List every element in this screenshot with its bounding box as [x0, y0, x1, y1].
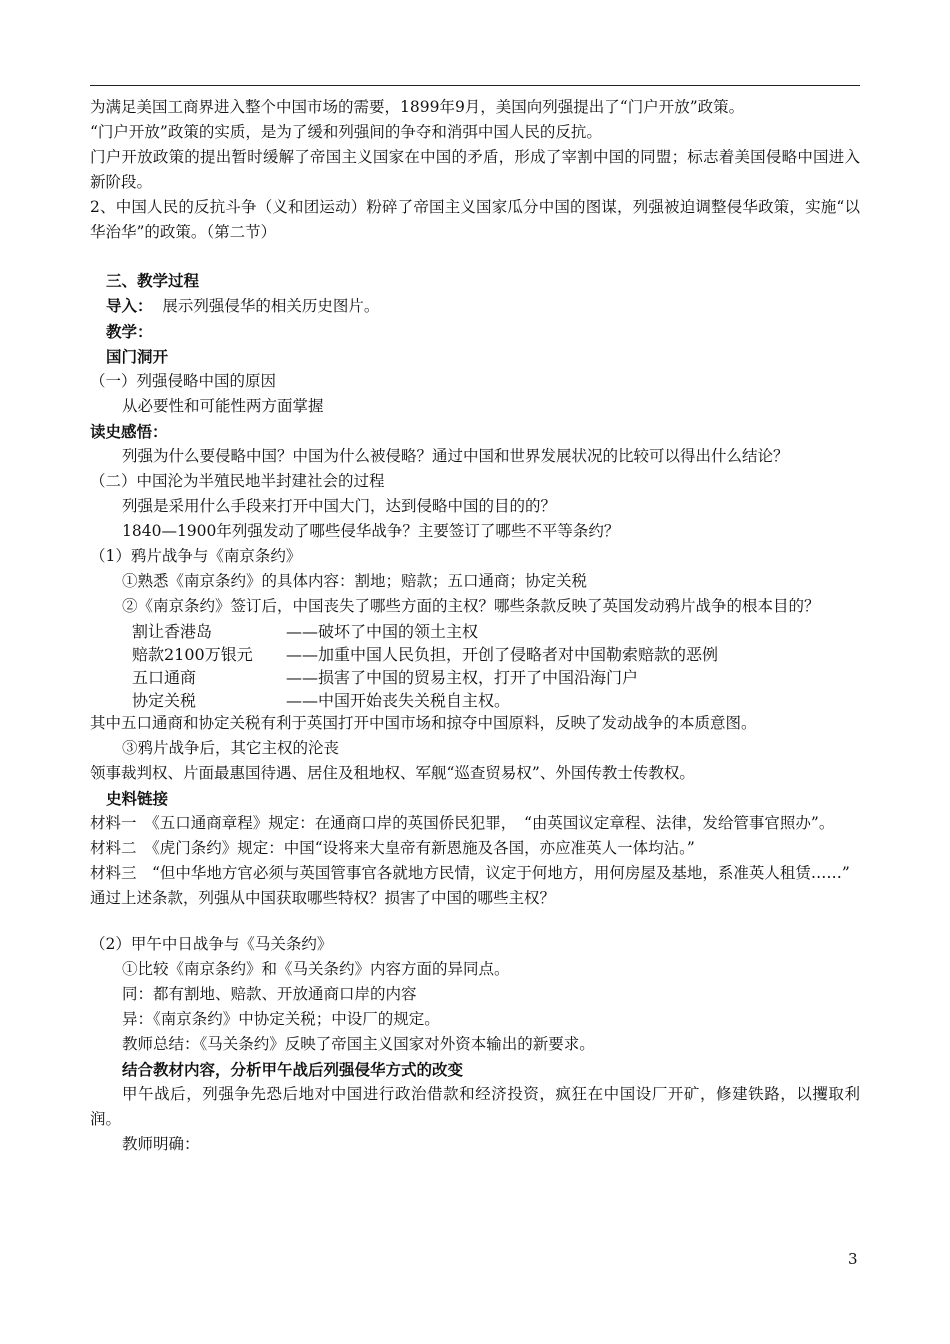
clause-effect: ——加重中国人民负担，开创了侵略者对中国勒索赔款的恶例: [286, 645, 719, 664]
paragraph: 从必要性和可能性两方面掌握: [122, 397, 324, 415]
subheading: （1）鸦片战争与《南京条约》: [90, 547, 302, 565]
clause-effect: ——中国开始丧失关税自主权。: [286, 691, 511, 710]
paragraph: 门户开放政策的提出暂时缓解了帝国主义国家在中国的矛盾，形成了宰割中国的同盟；标志着美国侵略中国进入新阶段。: [90, 148, 860, 191]
section-heading: 三、教学过程: [106, 271, 200, 290]
paragraph: 其中五口通商和协定关税有利于英国打开中国市场和掠夺中国原料，反映了发动战争的本质意图。: [90, 714, 757, 732]
paragraph: 2、中国人民的反抗斗争（义和团运动）粉碎了帝国主义国家瓜分中国的图谋，列强被迫调整侵华政策，实施“以华治华”的政策。（第二节）: [90, 198, 860, 241]
list-item: ①熟悉《南京条约》的具体内容：割地；赔款；五口通商；协定关税: [122, 572, 588, 590]
paragraph: 同：都有割地、赔款、开放通商口岸的内容: [122, 985, 417, 1003]
source-material: 材料一 《五口通商章程》规定：在通商口岸的英国侨民犯罪， “由英国议定章程、法律，发给管事官照办”。: [90, 814, 835, 832]
intro-text: 展示列强侵华的相关历史图片。: [162, 297, 380, 315]
question: 列强为什么要侵略中国？中国为什么被侵略？通过中国和世界发展状况的比较可以得出什么结论？: [122, 447, 789, 465]
clause-name: 割让香港岛: [132, 622, 213, 641]
source-material: 材料二 《虎门条约》规定：中国“设将来大皇帝有新恩施及各国，亦应准英人一体均沾。”: [90, 839, 695, 857]
reading-reflection-heading: 读史感悟：: [90, 422, 168, 441]
treaty-clause-row: [90, 642, 860, 665]
clause-name: 协定关税: [132, 691, 197, 710]
topic-heading: 国门洞开: [106, 347, 169, 366]
treaty-clause-row: [90, 665, 860, 688]
subheading: （一）列强侵略中国的原因: [90, 372, 277, 390]
question: 通过上述条款，列强从中国获取哪些特权？损害了中国的哪些主权？: [90, 889, 556, 907]
page-number: 3: [848, 1250, 858, 1268]
list-item: ①比较《南京条约》和《马关条约》内容方面的异同点。: [122, 960, 510, 978]
clause-effect: ——破坏了中国的领土主权: [286, 622, 479, 641]
subheading: （二）中国沦为半殖民地半封建社会的过程: [90, 472, 385, 490]
source-link-heading: 史料链接: [106, 789, 169, 808]
list-item: ③鸦片战争后，其它主权的沦丧: [122, 739, 340, 757]
teaching-label: 教学：: [106, 322, 153, 341]
paragraph: 领事裁判权、片面最惠国待遇、居住及租地权、军舰“巡查贸易权”、外国传教士传教权。: [90, 764, 695, 782]
question: 1840—1900年列强发动了哪些侵华战争？主要签订了哪些不平等条约？: [122, 522, 620, 540]
source-material: 材料三 “但中华地方官必须与英国管事官各就地方民情，议定于何地方，用何房屋及基地，系准英人租赁……”: [90, 864, 850, 882]
treaty-clause-row: [90, 619, 860, 642]
list-item: ②《南京条约》签订后，中国丧失了哪些方面的主权？哪些条款反映了英国发动鸦片战争的根本目的？: [122, 597, 820, 615]
question: 列强是采用什么手段来打开中国大门，达到侵略中国的目的的？: [122, 497, 557, 515]
paragraph: 异：《南京条约》中协定关税；中设厂的规定。: [122, 1010, 440, 1028]
treaty-clause-row: [90, 688, 860, 711]
teacher-summary: 教师总结：《马关条约》反映了帝国主义国家对外资本输出的新要求。: [122, 1035, 595, 1053]
header-rule: [90, 85, 860, 86]
intro-line: [90, 293, 860, 319]
subheading: （2）甲午中日战争与《马关条约》: [90, 935, 333, 953]
paragraph: “门户开放”政策的实质，是为了缓和列强间的争夺和消弭中国人民的反抗。: [90, 123, 602, 141]
paragraph: 甲午战后，列强争先恐后地对中国进行政治借款和经济投资，疯狂在中国设厂开矿，修建铁路，以攫取利润。: [90, 1085, 860, 1128]
intro-label: 导入：: [106, 296, 153, 315]
analysis-heading: 结合教材内容，分析甲午战后列强侵华方式的改变: [122, 1060, 464, 1079]
teacher-clarify: 教师明确：: [122, 1135, 200, 1153]
document-page: [90, 95, 860, 1157]
clause-name: 五口通商: [132, 668, 197, 687]
paragraph: 为满足美国工商界进入整个中国市场的需要，1899年9月，美国向列强提出了“门户开放”政策。: [90, 98, 745, 116]
clause-name: 赔款2100万银元: [132, 645, 253, 664]
clause-effect: ——损害了中国的贸易主权，打开了中国沿海门户: [286, 668, 639, 687]
